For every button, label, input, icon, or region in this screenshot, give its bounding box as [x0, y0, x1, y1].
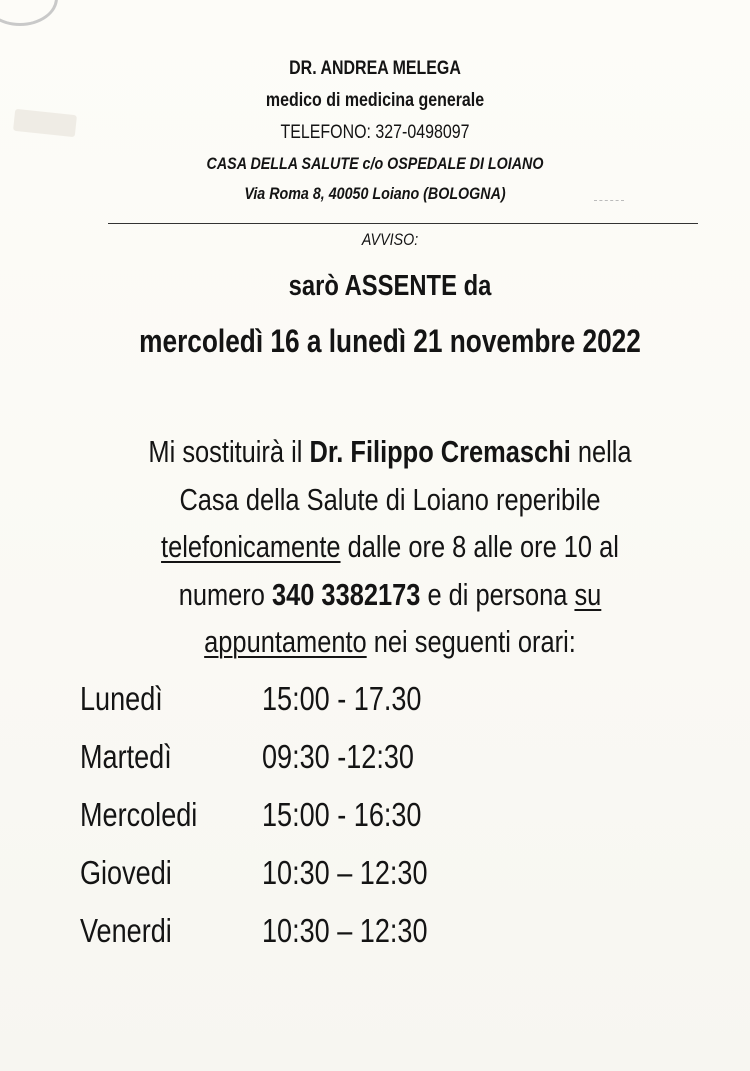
schedule-table: [80, 680, 680, 970]
text-span: nei seguenti orari:: [366, 624, 576, 659]
substitute-doctor-name: Dr. Filippo Cremaschi: [309, 434, 571, 469]
schedule-time: 15:00 - 16:30: [262, 796, 422, 833]
substitute-line-2: Casa della Salute di Loiano reperibile: [179, 481, 601, 517]
notice-label: AVVISO:: [361, 230, 419, 249]
doctor-phone: TELEFONO: 327-0498097: [280, 122, 470, 143]
substitute-paragraph: [70, 428, 710, 666]
substitute-phone-number: 340 3382173: [271, 576, 421, 612]
schedule-time: 10:30 – 12:30: [262, 854, 428, 891]
underlined-su: su: [574, 576, 602, 612]
schedule-time: 09:30 -12:30: [262, 738, 414, 775]
text-span: e di persona: [420, 576, 575, 612]
doctor-name: DR. ANDREA MELEGA: [289, 58, 461, 79]
text-span: Mi sostituirà il: [148, 434, 310, 469]
schedule-row: [80, 854, 680, 912]
schedule-day: Giovedi: [80, 854, 172, 891]
substitute-line-3: [70, 523, 710, 571]
schedule-day: Mercoledi: [80, 796, 198, 833]
letterhead: [0, 58, 750, 214]
underlined-phone-word: telefonicamente: [161, 529, 341, 564]
substitute-line-1: [70, 428, 710, 476]
absence-prefix: sarò: [288, 270, 345, 302]
text-span: numero: [178, 576, 272, 612]
schedule-time: 15:00 - 17.30: [262, 680, 422, 717]
absence-heading: [70, 270, 710, 303]
schedule-day: Venerdi: [80, 912, 172, 949]
clinic-address: Via Roma 8, 40050 Loiano (BOLOGNA): [244, 184, 506, 203]
schedule-row: [80, 738, 680, 796]
substitute-line-4: [70, 571, 710, 619]
absence-suffix: da: [456, 270, 492, 302]
schedule-row: [80, 796, 680, 854]
text-span: dalle ore 8 alle ore 10 al: [340, 529, 619, 564]
absence-dates: mercoledì 16 a lunedì 21 novembre 2022: [139, 323, 641, 359]
doctor-role: medico di medicina generale: [265, 90, 485, 111]
schedule-row: [80, 912, 680, 970]
text-span: nella: [570, 434, 632, 469]
underlined-appointment: appuntamento: [204, 624, 367, 659]
paper-clip-edge: [0, 0, 58, 26]
schedule-row: [80, 680, 680, 738]
clinic-location: CASA DELLA SALUTE c/o OSPEDALE DI LOIANO: [206, 154, 544, 173]
substitute-line-5: [70, 618, 710, 666]
schedule-day: Martedì: [80, 738, 172, 775]
header-divider: [108, 223, 698, 224]
schedule-day: Lunedì: [80, 680, 163, 717]
schedule-time: 10:30 – 12:30: [262, 912, 428, 949]
absence-word: ASSENTE: [344, 270, 457, 302]
